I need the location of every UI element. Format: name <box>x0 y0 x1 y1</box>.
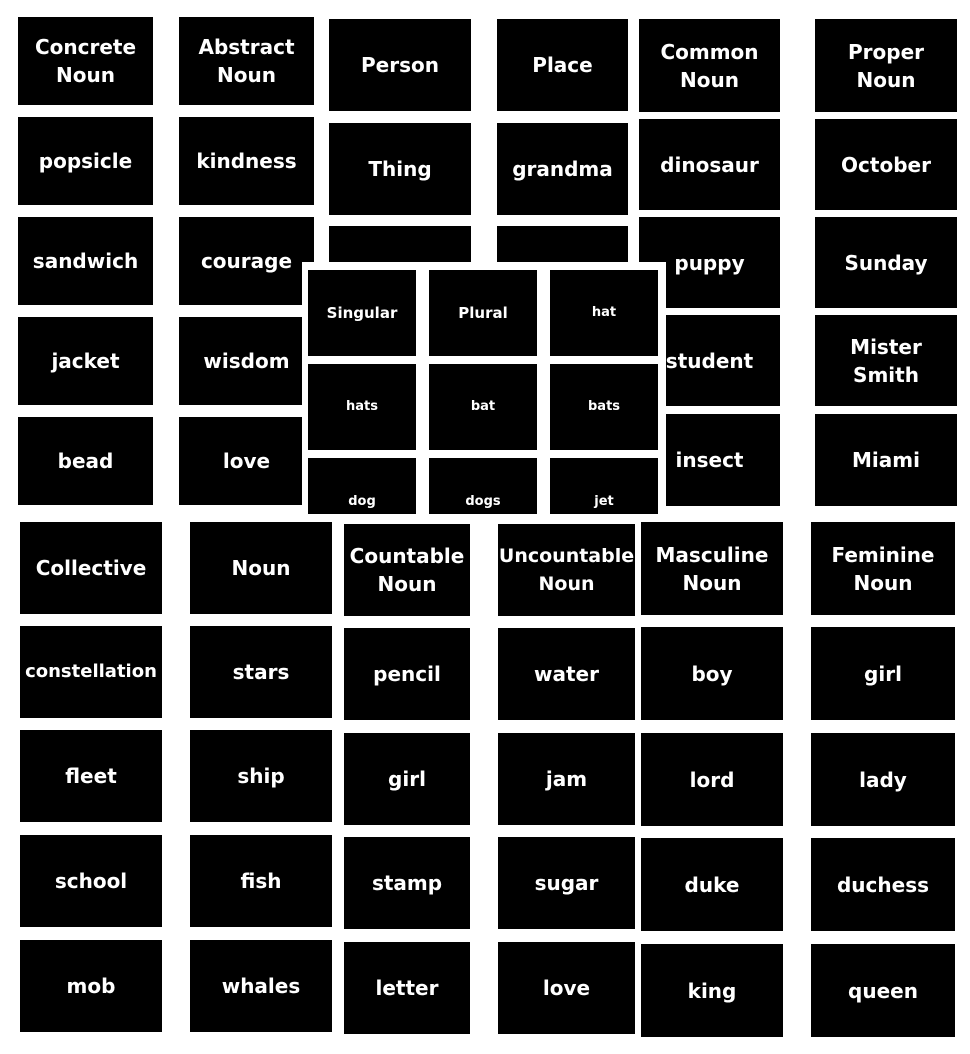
card-label: whales <box>221 974 301 998</box>
card-label: dog <box>348 494 376 509</box>
card-label: puppy <box>674 250 745 275</box>
card-school[interactable] <box>20 835 162 927</box>
card-label: duchess <box>836 872 930 897</box>
card-label: Sunday <box>844 250 928 275</box>
card-label: Collective <box>35 556 147 580</box>
card-sunday[interactable] <box>815 217 957 308</box>
card-girl-countable[interactable] <box>344 733 470 825</box>
card-label: stars <box>232 660 290 684</box>
card-label: Noun <box>231 556 291 580</box>
card-stamp[interactable] <box>344 837 470 929</box>
card-concrete-noun[interactable] <box>18 17 153 105</box>
card-lady[interactable] <box>811 733 955 826</box>
card-label: Place <box>532 53 593 77</box>
card-label: water <box>534 662 599 686</box>
card-label: ship <box>237 764 285 788</box>
card-bat[interactable] <box>429 364 537 450</box>
card-duke[interactable] <box>641 838 783 931</box>
card-dog[interactable] <box>308 458 416 514</box>
card-thing[interactable] <box>329 123 471 215</box>
card-water[interactable] <box>498 628 635 720</box>
card-label: jam <box>545 767 588 791</box>
card-jet[interactable] <box>550 458 658 514</box>
card-love[interactable] <box>179 417 314 505</box>
card-boy[interactable] <box>641 627 783 720</box>
card-label: Concrete Noun <box>34 35 137 87</box>
card-label: wisdom <box>203 349 290 373</box>
card-courage[interactable] <box>179 217 314 305</box>
card-stars[interactable] <box>190 626 332 718</box>
card-whales[interactable] <box>190 940 332 1032</box>
card-label: hats <box>346 399 378 414</box>
card-label: insect <box>675 448 744 472</box>
card-grandma[interactable] <box>497 123 628 215</box>
card-hats[interactable] <box>308 364 416 450</box>
card-noun[interactable] <box>190 522 332 614</box>
card-dogs[interactable] <box>429 458 537 514</box>
card-ship[interactable] <box>190 730 332 822</box>
card-label: boy <box>691 661 733 686</box>
card-label: sandwich <box>32 249 139 273</box>
card-popsicle[interactable] <box>18 117 153 205</box>
card-label: courage <box>200 249 293 273</box>
card-queen[interactable] <box>811 944 955 1037</box>
card-label: bat <box>470 399 496 414</box>
card-countable-noun[interactable] <box>344 524 470 616</box>
card-label: dinosaur <box>660 152 759 177</box>
card-label: stamp <box>371 871 443 895</box>
card-label: Thing <box>368 157 432 181</box>
card-sandwich[interactable] <box>18 217 153 305</box>
card-label: Miami <box>852 448 920 472</box>
card-label: October <box>841 152 931 177</box>
card-label: jacket <box>51 349 120 373</box>
card-feminine-noun[interactable] <box>811 522 955 615</box>
card-proper-noun[interactable] <box>815 19 957 112</box>
card-label: girl <box>388 767 426 791</box>
card-label: love <box>542 976 591 1000</box>
card-label: Feminine Noun <box>831 542 935 595</box>
card-fish[interactable] <box>190 835 332 927</box>
card-jam[interactable] <box>498 733 635 825</box>
card-label: school <box>54 869 128 893</box>
card-label: mob <box>66 974 116 998</box>
card-pencil[interactable] <box>344 628 470 720</box>
card-label: duke <box>684 872 740 897</box>
card-miami[interactable] <box>815 414 957 506</box>
card-mob[interactable] <box>20 940 162 1032</box>
card-label: kindness <box>196 149 297 173</box>
card-king[interactable] <box>641 944 783 1037</box>
card-duchess[interactable] <box>811 838 955 931</box>
card-uncountable-noun[interactable] <box>498 524 635 616</box>
card-bead[interactable] <box>18 417 153 505</box>
card-label: girl <box>864 661 902 686</box>
card-letter[interactable] <box>344 942 470 1034</box>
card-label: queen <box>848 978 918 1003</box>
card-label: fleet <box>65 764 117 788</box>
card-label: jet <box>594 494 614 509</box>
card-constellation[interactable] <box>20 626 162 718</box>
card-label: student <box>665 348 754 373</box>
card-label: Common Noun <box>660 39 759 92</box>
card-jacket[interactable] <box>18 317 153 405</box>
card-label: lord <box>689 767 735 792</box>
card-person[interactable] <box>329 19 471 111</box>
card-label: Mister Smith <box>850 334 922 387</box>
card-place[interactable] <box>497 19 628 111</box>
card-label: sugar <box>534 871 599 895</box>
card-label: Countable Noun <box>349 544 465 596</box>
card-wisdom[interactable] <box>179 317 314 405</box>
card-label: love <box>222 449 271 473</box>
card-label: hat <box>591 305 617 320</box>
card-dinosaur[interactable] <box>639 119 780 210</box>
card-label: popsicle <box>38 149 133 173</box>
card-label: Singular <box>326 304 398 322</box>
card-label: Plural <box>458 304 508 322</box>
card-label: Masculine Noun <box>655 542 769 595</box>
card-bats[interactable] <box>550 364 658 450</box>
card-hat[interactable] <box>550 270 658 356</box>
card-label: Proper Noun <box>847 39 924 92</box>
card-label: bead <box>57 449 114 473</box>
card-label: constellation <box>25 661 157 682</box>
card-singular[interactable] <box>308 270 416 356</box>
card-label: dogs <box>465 494 501 509</box>
card-label: lady <box>859 767 907 792</box>
card-collective[interactable] <box>20 522 162 614</box>
card-lord[interactable] <box>641 733 783 826</box>
card-plural[interactable] <box>429 270 537 356</box>
card-girl[interactable] <box>811 627 955 720</box>
card-label: king <box>687 978 737 1003</box>
card-sugar[interactable] <box>498 837 635 929</box>
card-common-noun[interactable] <box>639 19 780 112</box>
card-masculine-noun[interactable] <box>641 522 783 615</box>
card-label: fish <box>240 869 282 893</box>
card-october[interactable] <box>815 119 957 210</box>
card-label: letter <box>375 976 439 1000</box>
card-kindness[interactable] <box>179 117 314 205</box>
card-mister-smith[interactable] <box>815 315 957 406</box>
card-label: Abstract Noun <box>198 35 295 87</box>
card-label: pencil <box>373 662 441 686</box>
card-label: Uncountable Noun <box>498 545 635 595</box>
card-label: Person <box>361 53 439 77</box>
card-abstract-noun[interactable] <box>179 17 314 105</box>
card-love-uncountable[interactable] <box>498 942 635 1034</box>
card-label: grandma <box>512 157 613 181</box>
card-fleet[interactable] <box>20 730 162 822</box>
card-label: bats <box>587 399 621 414</box>
